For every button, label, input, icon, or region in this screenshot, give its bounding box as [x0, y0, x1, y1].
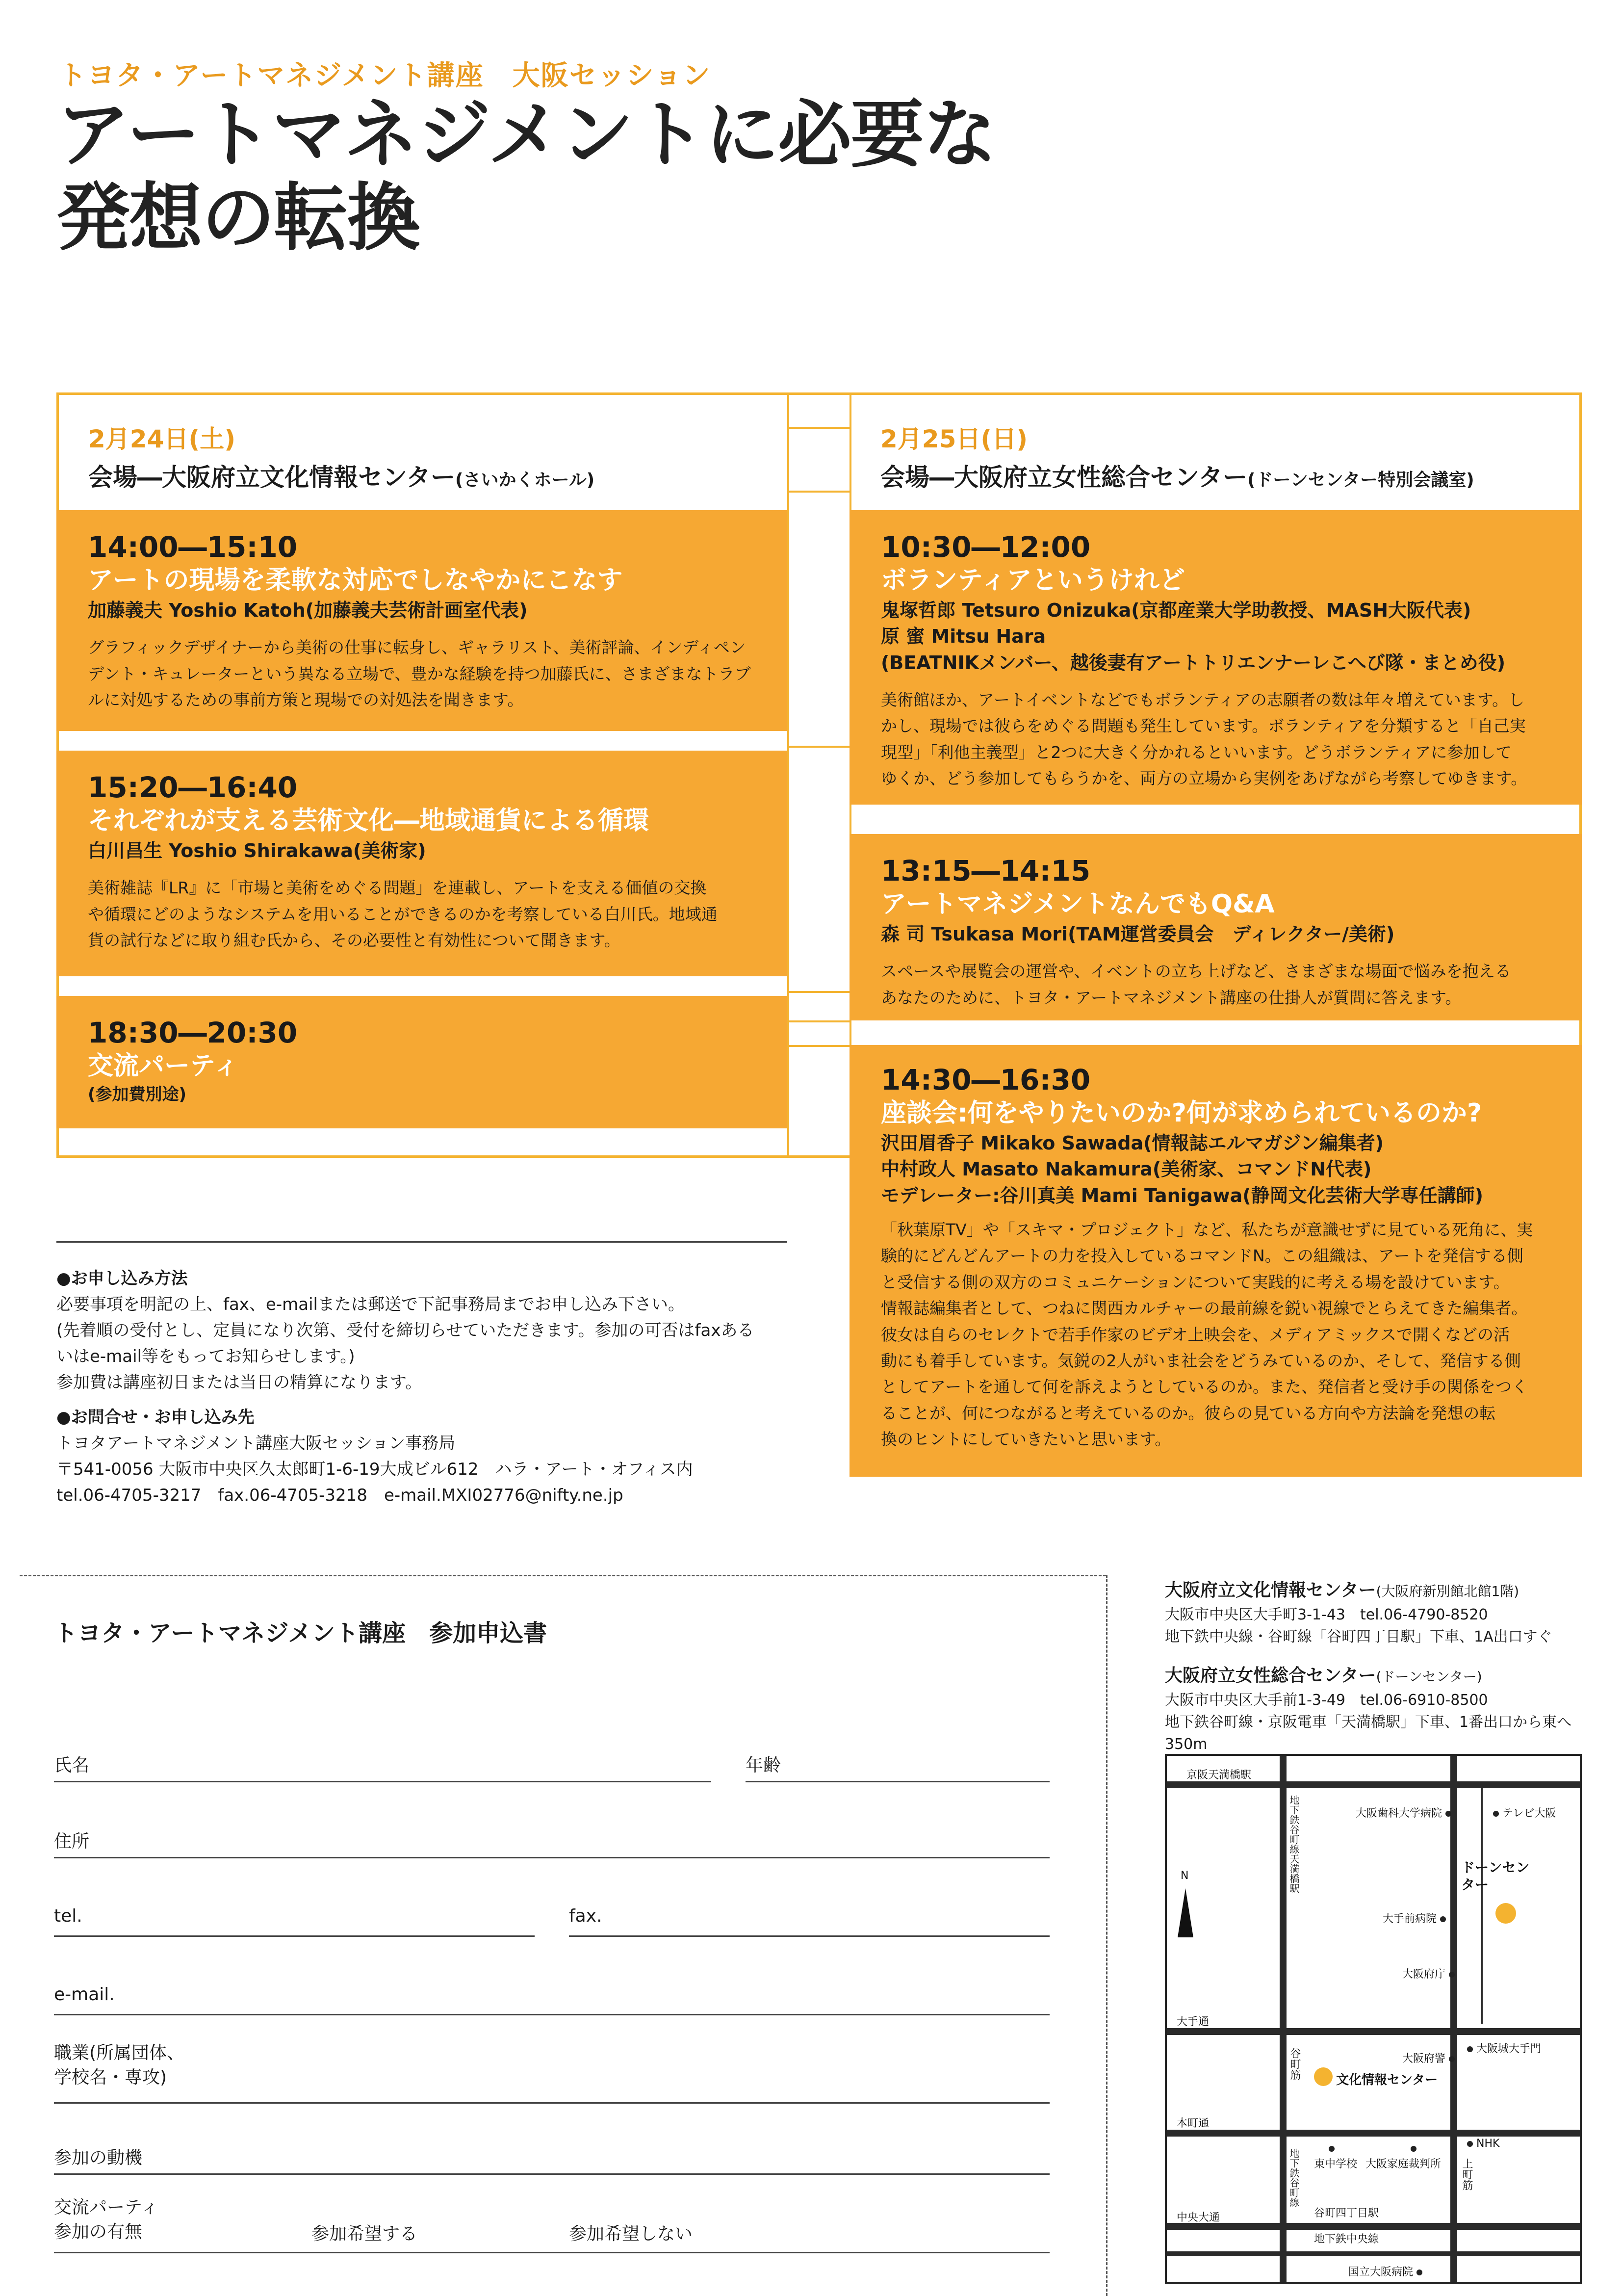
day1-session-2 [56, 751, 787, 976]
map-label-keihan: 京阪天満橋駅 [1186, 1769, 1252, 1781]
map-police: 大阪府警 [1402, 2050, 1455, 2065]
dawn-center-marker-icon [1495, 1903, 1516, 1924]
police-marker-icon [1449, 2056, 1455, 2062]
application-info: ●お申し込み方法 必要事項を明記の上、fax、e-mailまたは郵送で下記事務局までお申し込み下さい。 (先着順の受付とし、定員になり次第、受付を締切らせていただきます。参加の可否はfaxある いはe-mail等をもってお知らせします。) 参加費は講座初日または当日の精算になります。 ●お問合せ・お申し込み先 トヨタアートマネジメント講座大阪セッション事務局 〒541-0056 大阪市中央区久太郎町1-6-19大成ビル612 ハラ・アート・オフィス内 tel.06-4705-3217 fax.06-4705-3218 e-mail.MXI02776@nifty.ne.jp [56, 1266, 792, 1509]
party-label: 交流パーティ 参加の有無 [54, 2197, 159, 2243]
session-description: 美術雑誌『LR』に「市場と美術をめぐる問題」を連載し、アートを支える価値の交換 や循環にどのようなシステムを用いることができるのかを考察している白川氏。地域通 貨の試行などに取り組む氏から、その必要性と有効性について聞きます。 [88, 878, 718, 950]
session-title: それぞれが支える芸術文化―地域通貨による循環 [88, 806, 649, 835]
tv-osaka-marker-icon [1493, 1811, 1499, 1817]
otemae-marker-icon [1440, 1916, 1446, 1922]
day2-session-3 [850, 1045, 1582, 1477]
map-label-subway-tanimachi: 地下鉄谷町線 [1288, 2148, 1300, 2207]
cut-line-horizontal [20, 1575, 1106, 1576]
age-label: 年齢 [746, 1755, 781, 1775]
divider-tick [787, 991, 851, 993]
session-time: 10:30―12:00 [881, 530, 1091, 564]
divider-tick [787, 1045, 851, 1047]
map-label-dawn-center: ドーンセンター [1461, 1859, 1530, 1893]
age-field[interactable] [746, 1781, 1050, 1782]
session-note: (参加費別途) [88, 1085, 187, 1105]
map-label-tanimachi-suji: 谷町筋 [1288, 2048, 1301, 2080]
name-field[interactable] [54, 1781, 711, 1782]
family-court-marker-icon [1411, 2146, 1416, 2152]
nhk-marker-icon [1467, 2141, 1473, 2147]
occupation-label: 職業(所属団体、 学校名・専攻) [54, 2043, 185, 2088]
cut-line-vertical [1106, 1575, 1107, 2296]
day2-date: 2月25日(日) [880, 425, 1028, 453]
session-speakers: 沢田眉香子 Mikako Sawada(情報誌エルマガジン編集者) 中村政人 Masato Nakamura(美術家、コマンドN代表) モデレーター:谷川真美 Mami Tanigawa(静岡文化芸術大学専任講師) [881, 1132, 1484, 1206]
day2-session-1 [850, 510, 1582, 805]
name-label: 氏名 [54, 1755, 90, 1775]
road-keihan [1167, 1781, 1580, 1788]
session-time: 14:00―15:10 [88, 530, 298, 564]
pref-office-marker-icon [1449, 1972, 1455, 1978]
map-label-bunka-center: 文化情報センター [1336, 2073, 1438, 2087]
road-chuo-odori [1167, 2223, 1580, 2230]
motive-label: 参加の動機 [54, 2148, 143, 2168]
session-time: 14:30―16:30 [881, 1063, 1091, 1096]
map-dental: 大阪歯科大学病院 [1356, 1805, 1451, 1820]
main-title-line-2: 発想の転換 [56, 176, 420, 261]
map-label-subway-tenmabashi: 地下鉄谷町線天満橋駅 [1288, 1795, 1300, 1893]
road-otedori [1167, 2028, 1580, 2035]
day1-header [88, 419, 775, 493]
session-title: 交流パーティ [88, 1051, 239, 1081]
tel-field[interactable] [54, 1935, 535, 1937]
divider-tick [787, 746, 851, 748]
map-label-tanimachi4: 谷町四丁目駅 [1314, 2207, 1379, 2219]
divider-tick [787, 491, 851, 493]
session-description: 美術館ほか、アートイベントなどでもボランティアの志願者の数は年々増えています。し かし、現場では彼らをめぐる問題も発生しています。ボランティアを分類すると「自己実 現型」「利他主義型」と2つに大きく分かれるといいます。どうボランティアに参加して ゆくか、どう参加してもらうかを、両方の立場から実例をあげながら考察してゆきます。 [881, 690, 1527, 788]
session-speakers: 鬼塚哲郎 Tetsuro Onizuka(京都産業大学助教授、MASH大阪代表) 原 蜜 Mitsu Hara (BEATNIKメンバー、越後妻有アートトリエンナーレこへび隊・まとめ役) [881, 600, 1506, 674]
session-time: 18:30―20:30 [88, 1016, 298, 1049]
day2-header [880, 419, 1567, 493]
north-arrow-icon [1178, 1888, 1193, 1937]
fax-field[interactable] [569, 1935, 1050, 1937]
session-speaker: 加藤義夫 Yoshio Katoh(加藤義夫芸術計画室代表) [88, 600, 528, 622]
party-yes-option[interactable]: 参加希望する [311, 2224, 418, 2244]
dental-marker-icon [1445, 1811, 1451, 1817]
party-no-option[interactable]: 参加希望しない [569, 2224, 693, 2244]
venue2-name: 大阪府立女性総合センター(ドーンセンター) [1165, 1666, 1482, 1686]
day1-session-3 [56, 996, 787, 1128]
map-label-chuo-odori: 中央大通 [1177, 2212, 1220, 2224]
bunka-center-marker-icon [1314, 2067, 1333, 2086]
road-east [1481, 1788, 1483, 2024]
road-bottom [1167, 2251, 1580, 2256]
access-info: 大阪府立文化情報センター(大阪府新別館北館1階) 大阪市中央区大手町3-1-43 tel.06-4790-8520 地下鉄中央線・谷町線「谷町四丁目駅」下車、1A出口すぐ 大阪府立女性総合センター(ドーンセンター) 大阪市中央区大手前1-3-49 tel.06-6910-8500 地下鉄谷町線・京阪電車「天満橋駅」下車、1番出口から東へ350m [1165, 1577, 1606, 1755]
application-heading: ●お申し込み方法 [56, 1269, 188, 1288]
occupation-field[interactable] [54, 2102, 1050, 2104]
motive-field[interactable] [54, 2173, 1050, 2175]
map-prefectural-office: 大阪府庁 [1402, 1966, 1455, 1981]
email-field[interactable] [54, 2014, 1050, 2015]
day2-session-2 [850, 834, 1582, 1020]
road-honmachi [1167, 2130, 1580, 2137]
map-otemae-hospital: 大手前病院 [1383, 1910, 1446, 1926]
address-label: 住所 [54, 1831, 90, 1852]
session-title: アートの現場を柔軟な対応でしなやかにこなす [88, 565, 623, 595]
fax-label: fax. [569, 1906, 602, 1926]
map-national-hospital: 国立大阪病院 [1348, 2264, 1422, 2279]
session-description: グラフィックデザイナーから美術の仕事に転身し、ギャラリスト、美術評論、インディペン デント・キュレーターという異なる立場で、豊かな経験を持つ加藤氏に、さまざまなトラブ ルに対処するための事前方策と現場での対処法を聞きます。 [88, 638, 751, 710]
session-speaker: 白川昌生 Yoshio Shirakawa(美術家) [88, 840, 426, 862]
info-divider [56, 1241, 787, 1243]
session-time: 15:20―16:40 [88, 771, 298, 804]
map-tv-osaka: テレビ大阪 [1493, 1805, 1556, 1820]
map-label-north: N [1181, 1870, 1189, 1882]
national-hospital-marker-icon [1416, 2270, 1422, 2275]
map-label-uemachi-suji: 上町筋 [1461, 2158, 1473, 2191]
email-label: e-mail. [54, 1984, 115, 2005]
party-field-line [54, 2252, 1050, 2253]
column-divider-left [787, 392, 789, 1158]
road-tanimachi-suji [1280, 1756, 1287, 2282]
map-label-honmachi: 本町通 [1177, 2117, 1210, 2130]
map-castle-gate: 大阪城大手門 [1467, 2040, 1541, 2056]
main-title-line-1: アートマネジメントに必要な [56, 92, 996, 178]
map-label-higashi-jhs: 東中学校 [1314, 2158, 1358, 2170]
day1-session-1 [56, 510, 787, 731]
day2-venue: 会場―大阪府立女性総合センター(ドーンセンター特別会議室) [880, 463, 1474, 492]
higashi-jhs-marker-icon [1329, 2146, 1335, 2152]
venue1-name: 大阪府立文化情報センター(大阪府新別館北館1階) [1165, 1580, 1519, 1600]
session-title: ボランティアというけれど [881, 565, 1185, 595]
address-field[interactable] [54, 1857, 1050, 1858]
map-nhk: NHK [1467, 2138, 1499, 2150]
session-speaker: 森 司 Tsukasa Mori(TAM運営委員会 ディレクター/美術) [881, 923, 1395, 945]
contact-heading: ●お問合せ・お申し込み先 [56, 1408, 255, 1428]
session-description: スペースや展覧会の運営や、イベントの立ち上げなど、さまざまな場面で悩みを抱える あなたのために、トヨタ・アートマネジメント講座の仕掛人が質問に答えます。 [881, 962, 1511, 1007]
road-uemachi-suji [1450, 1756, 1457, 2282]
access-map [1165, 1754, 1582, 2284]
map-label-family-court: 大阪家庭裁判所 [1365, 2158, 1442, 2170]
session-description: 「秋葉原TV」や「スキマ・プロジェクト」など、私たちが意識せずに見ている死角に、実 験的にどんどんアートの力を投入しているコマンドN。この組織は、アートを発信する側 と受信する側の双方のコミュニケーションについて実践的に考える場を設けています。 情報誌編集者として、つねに関西カルチャーの最前線を鋭い視線でとらえてきた編集者。 彼女は自らのセレクトで若手作家のビデオ上映会を、メディアミックスで開くなどの活 動にも着手しています。気鋭の2人がいま社会をどうみているのか、そして、発信する側 としてアートを通して何を訴えようとしているのか。また、発信者と受け手の関係をつく ることが、何につながると考えているのか。彼らの見ている方向や方法論を発想の転 換のヒントにしていきたいと思います。 [881, 1220, 1533, 1449]
session-time: 13:15―14:15 [881, 854, 1091, 887]
series-subtitle: トヨタ・アートマネジメント講座 大阪セッション [59, 60, 711, 92]
divider-tick [787, 1020, 851, 1022]
map-label-chuo-line: 地下鉄中央線 [1314, 2233, 1379, 2245]
tel-label: tel. [54, 1906, 82, 1926]
divider-tick [787, 427, 851, 429]
castle-gate-marker-icon [1467, 2046, 1473, 2052]
map-label-otedori: 大手通 [1177, 2016, 1210, 2028]
form-title: トヨタ・アートマネジメント講座 参加申込書 [54, 1619, 547, 1647]
day1-date: 2月24日(土) [88, 425, 236, 453]
session-title: アートマネジメントなんでもQ&A [881, 889, 1275, 919]
day1-venue: 会場―大阪府立文化情報センター(さいかくホール) [88, 463, 595, 492]
session-title: 座談会:何をやりたいのか?何が求められているのか? [881, 1098, 1482, 1128]
